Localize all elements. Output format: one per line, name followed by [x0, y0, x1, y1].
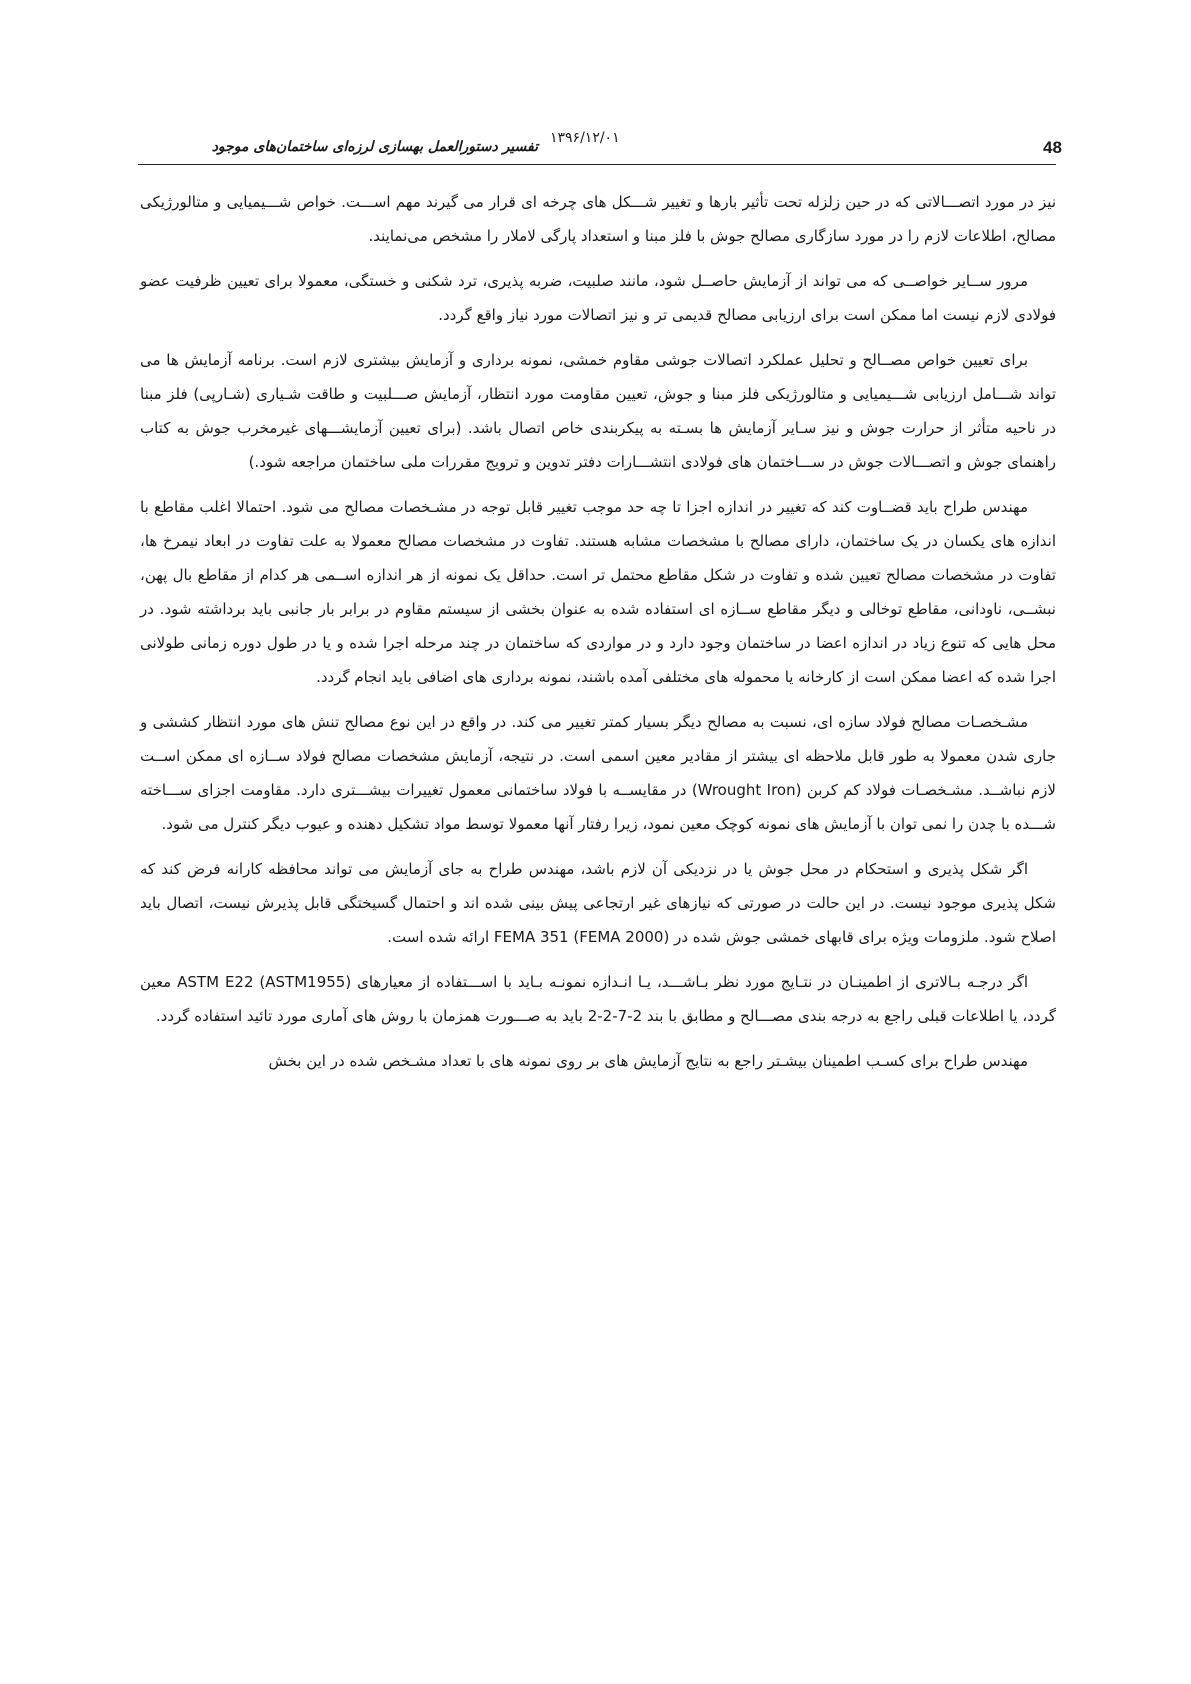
paragraph-3: برای تعیین خواص مصــالح و تحلیل عملکرد اتصالات جوشی مقاوم خمشی، نمونه برداری و آزمایش بیشتری لازم است. برنامه آزمایش ها می تواند شـــامل ارزیابی شـــیمیایی و متالورژیکی فلز مبنا و جوش، تعیین مقاومت مورد انتظار، آزمایش صـــلبیت و طاقت شـیاری (شـارپی) فلز مبنا در ناحیه متأثر از حرارت جوش و نیز سـایر آزمایش ها بسـته به پیکربندی خاص اتصال باشد. (برای تعیین آزمایشـــهای غیرمخرب جوش به کتاب راهنمای جوش و اتصـــالات جوش در ســـاختمان های فولادی انتشـــارات دفتر تدوین و ترویج مقررات ملی ساختمان مراجعه شود.) [140, 351, 1056, 471]
header-title: تفسیر دستورالعمل بهسازی لرزه‌ای ساختمان‌های موجود [211, 139, 538, 155]
paragraph-4: مهندس طراح باید قضــاوت کند که تغییر در اندازه اجزا تا چه حد موجب تغییر قابل توجه در مشـخصات مصالح می شود. احتمالا اغلب مقاطع با اندازه های یکسان در یک ساختمان، دارای مصالح با مشخصات مشابه هستند. تفاوت در مشخصات مصالح معمولا به علت تفاوت در ابعاد نیمرخ ها، تفاوت در مشخصات مصالح تعیین شده و تفاوت در شکل مقاطع محتمل تر است. حداقل یک نمونه از هر اندازه اســمی هر کدام از مقاطع بال پهن، نبشــی، ناودانی، مقاطع توخالی و دیگر مقاطع ســازه ای استفاده شده به عنوان بخشی از سیستم مقاوم در برابر بار جانبی باید برداشته شود. در محل هایی که تنوع زیاد در اندازه اعضا در ساختمان وجود دارد و در مواردی که ساختمان در چند مرحله اجرا شده و یا در طول دوره زمانی طولانی اجرا شده که اعضا ممکن است از کارخانه یا محموله های مختلفی آمده باشند، نمونه برداری های اضافی باید انجام گردد. [140, 498, 1056, 686]
header-date: ۱۳۹۶/۱۲/۰۱ [550, 130, 620, 146]
page-header [138, 128, 1062, 168]
paragraph-8: مهندس طراح برای کسـب اطمینان بیشـتر راجع به نتایج آزمایش های بر روی نمونه های با تعداد مشـخص شده در این بخش [268, 1052, 1028, 1070]
paragraph-5: مشـخصـات مصالح فولاد سازه ای، نسبت به مصالح دیگر بسیار کمتر تغییر می کند. در واقع در این نوع مصالح تنش های مورد انتظار کششی و جاری شدن معمولا به طور قابل ملاحظه ای بیشتر از مقادیر معین اسمی است. در نتیجه، آزمایش مشخصات مصالح فولاد ســازه ای ممکن اســت لازم نباشــد. مشـخصـات فولاد کم کربن (Wrought Iron) در مقایســه با فولاد ساختمانی معمول تغییرات بیشـــتری دارد. مقاومت اجزای ســـاخته شـــده با چدن را نمی توان با آزمایش های نمونه کوچک معین نمود، زیرا رفتار آنها معمولا توسط مواد تشکیل دهنده و عیوب دیگر کنترل می شود. [140, 713, 1056, 833]
paragraph-7: اگر درجـه بـالاتری از اطمینـان در نتـایج مورد نظر بـاشـــد، یـا انـدازه نمونـه بـاید با اســـتفاده از معیارهای ASTM E22 (ASTM1955) معین گردد، یا اطلاعات قبلی راجع به درجه بندی مصـــالح و مطابق با بند 2-7-2-2 باید به صـــورت همزمان با روش های آماری مورد تائید استفاده گردد. [140, 973, 1056, 1025]
paragraph-1: نیز در مورد اتصـــالاتی که در حین زلزله تحت تأثیر بارها و تغییر شـــکل های چرخه ای قرار می گیرند مهم اســـت. خواص شـــیمیایی و متالورژیکی مصالح، اطلاعات لازم را در مورد سازگاری مصالح جوش با فلز مبنا و استعداد پارگی لاملار را مشخص می‌نمایند. [140, 193, 1056, 245]
body-text [140, 185, 1056, 1089]
paragraph-2: مرور ســایر خواصــی که می تواند از آزمایش حاصــل شود، مانند صلبیت، ضربه پذیری، ترد شکنی و خستگی، معمولا برای تعیین ظرفیت عضو فولادی لازم نیست اما ممکن است برای ارزیابی مصالح قدیمی تر و نیز اتصالات مورد نیاز واقع گردد. [140, 272, 1056, 324]
page-number: 48 [1043, 138, 1062, 157]
paragraph-6: اگر شکل پذیری و استحکام در محل جوش یا در نزدیکی آن لازم باشد، مهندس طراح به جای آزمایش می تواند محافظه کارانه فرض کند که شکل پذیری موجود نیست. در این حالت در صورتی که نیازهای غیر ارتجاعی پیش بینی شده اند و احتمال گسیختگی قابل پذیرش نیست، اتصال باید اصلاح شود. ملزومات ویژه برای قابهای خمشی جوش شده در FEMA 351 (FEMA 2000) ارائه شده است. [140, 860, 1056, 946]
header-divider [138, 164, 1056, 165]
